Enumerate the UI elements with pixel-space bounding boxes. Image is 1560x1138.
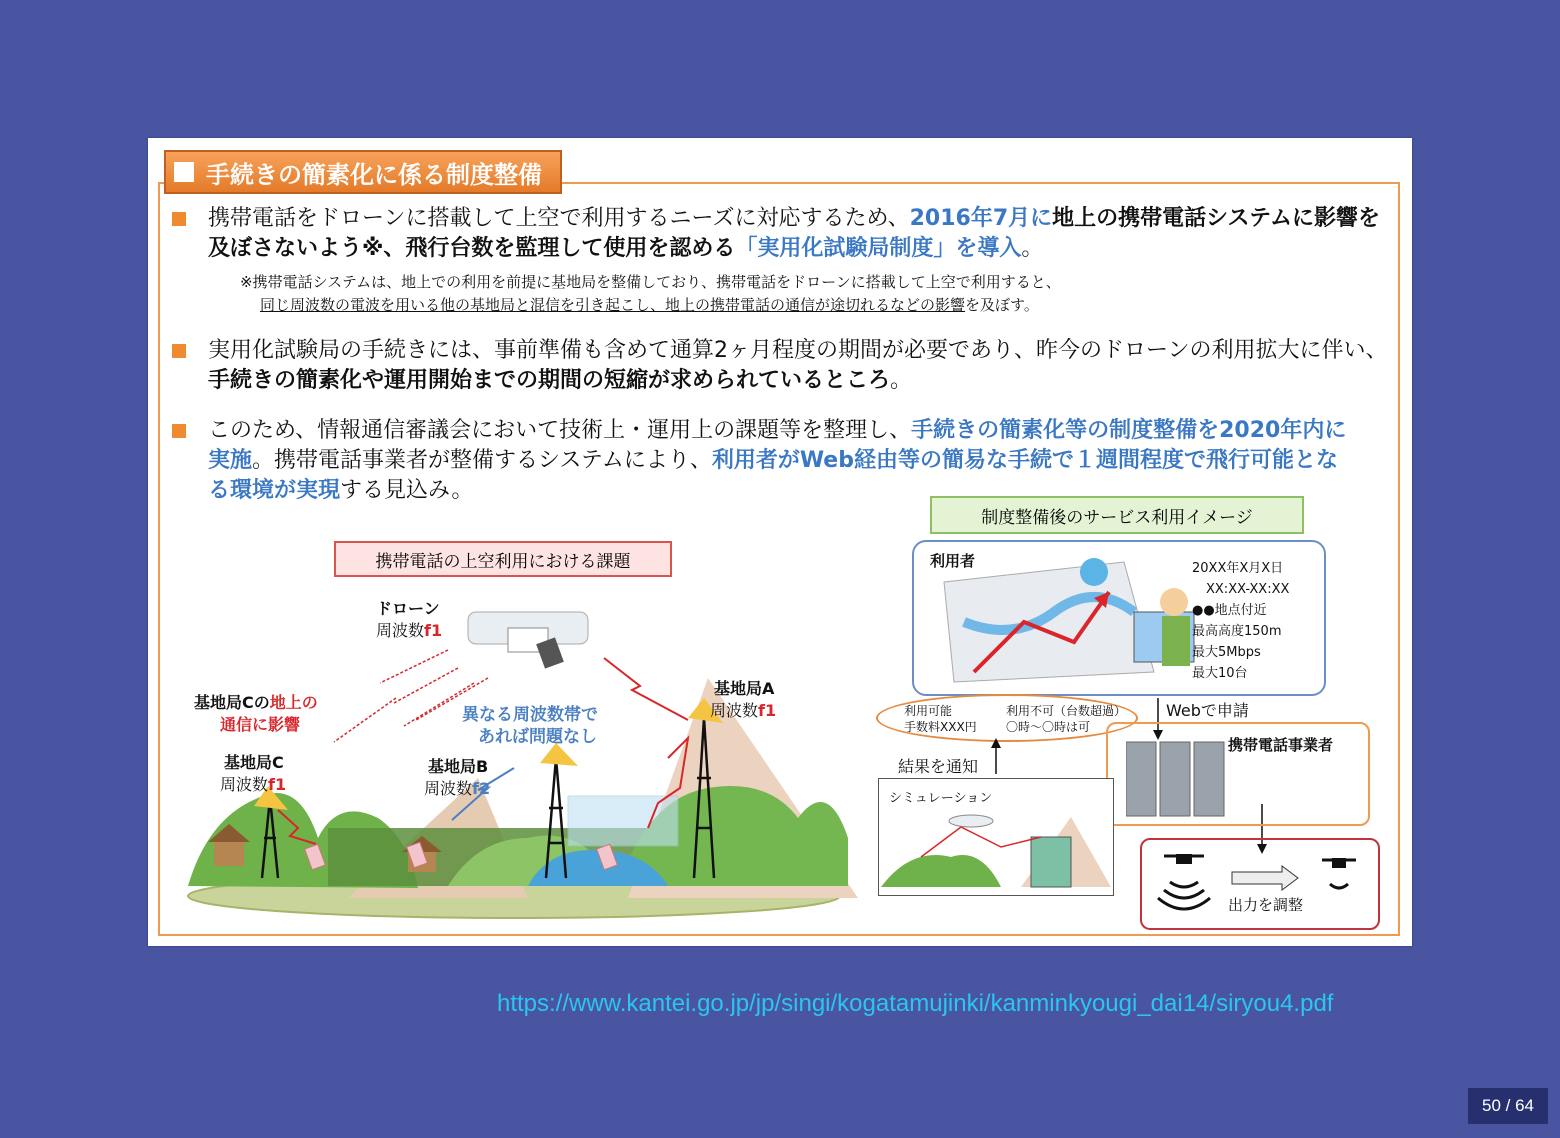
drone-icon bbox=[1164, 854, 1204, 864]
bullet-2-bold: 手続きの簡素化や運用開始までの期間の短縮が求められているところ bbox=[208, 368, 891, 393]
station-b-freq bbox=[424, 776, 490, 799]
station-c-freq-text: 周波数 bbox=[220, 775, 269, 794]
station-c-effect bbox=[194, 690, 318, 713]
station-a-label: 基地局A bbox=[714, 679, 775, 698]
result-ellipse bbox=[876, 694, 1138, 742]
drone-freq bbox=[376, 618, 442, 641]
flight-info bbox=[1192, 558, 1289, 684]
bullet-2-end: 。 bbox=[890, 368, 913, 393]
bullet-1-bold-2: ※、飛行台数を監理して使用を認める bbox=[362, 236, 736, 261]
simulation-panel bbox=[878, 778, 1114, 896]
signal-arrow bbox=[604, 658, 688, 720]
slide bbox=[148, 138, 1412, 946]
map-illustration bbox=[934, 552, 1234, 692]
interference-arrows bbox=[334, 650, 488, 742]
footnote-underlined: 同じ周波数の電波を用いる他の基地局と混信を引き起こし、地上の携帯電話の通信が途切れるなどの影響 bbox=[260, 296, 966, 314]
different-band-note-2: あれば問題なし bbox=[478, 727, 597, 747]
station-a-freq bbox=[710, 698, 776, 721]
station-c-effect-3: 通信に影響 bbox=[220, 715, 301, 734]
server-icon bbox=[1126, 740, 1236, 820]
flight-time: XX:XX-XX:XX bbox=[1206, 582, 1290, 597]
drone-icon bbox=[468, 612, 588, 669]
carrier-panel bbox=[1106, 722, 1370, 826]
ok-line-2: 手数料XXX円 bbox=[904, 720, 977, 734]
bullet-1-date: 2016年7月に bbox=[909, 206, 1053, 231]
footnote-end: を及ぼす。 bbox=[965, 296, 1039, 314]
slide-title-text: 手続きの簡素化に係る制度整備 bbox=[206, 160, 542, 189]
drone-freq-value: f1 bbox=[424, 621, 443, 640]
footnote-line-1: ※携帯電話システムは、地上での利用を前提に基地局を整備しており、携帯電話をドローンに搭載して上空で利用すると、 bbox=[240, 273, 1061, 291]
simulation-label: シミュレーション bbox=[889, 791, 993, 806]
person-icon bbox=[1160, 588, 1188, 616]
signal-wave-icon bbox=[1164, 890, 1204, 898]
flight-altitude: 最高高度150m bbox=[1192, 624, 1282, 639]
source-link[interactable]: https://www.kantei.go.jp/jp/singi/kogatamujinki/kanminkyougi_dai14/siryou4.pdf bbox=[497, 990, 1334, 1017]
station-b-freq-text: 周波数 bbox=[424, 779, 473, 798]
bullet-2-text: 実用化試験局の手続きには、事前準備も含めて通算2ヶ月程度の期間が必要であり、昨今のドローンの利用拡大に伴い、 bbox=[208, 338, 1388, 363]
station-c-effect-1: 基地局Cの bbox=[194, 693, 270, 712]
bullet-3-end: する見込み。 bbox=[340, 478, 474, 503]
station-b-label: 基地局B bbox=[428, 757, 489, 776]
signal-wave-icon bbox=[1330, 884, 1348, 888]
station-c-freq-value: f1 bbox=[268, 775, 287, 794]
user-label: 利用者 bbox=[930, 552, 976, 570]
drone-icon bbox=[1322, 858, 1356, 868]
ok-line-1: 利用可能 bbox=[904, 704, 953, 718]
station-c-freq bbox=[220, 772, 286, 795]
different-band-note-1: 異なる周波数帯で bbox=[462, 705, 598, 725]
flight-bandwidth: 最大5Mbps bbox=[1192, 645, 1261, 660]
station-c-label: 基地局C bbox=[224, 753, 284, 772]
station-c-effect-2: 地上の bbox=[269, 693, 318, 712]
web-apply-label: Webで申請 bbox=[1166, 701, 1249, 720]
flight-units: 最大10台 bbox=[1192, 666, 1248, 681]
station-b-freq-value: f2 bbox=[472, 779, 491, 798]
bullet-1-text: 携帯電話をドローンに搭載して上空で利用するニーズに対応するため、 bbox=[208, 206, 910, 231]
house-icon bbox=[214, 840, 244, 866]
carrier-label: 携帯電話事業者 bbox=[1228, 736, 1334, 754]
coverage-zone bbox=[568, 796, 678, 846]
output-adjust-panel bbox=[1140, 838, 1380, 930]
drone-label: ドローン bbox=[376, 599, 440, 618]
arrow-right-icon bbox=[1232, 866, 1298, 890]
flight-location: ●●地点付近 bbox=[1192, 603, 1267, 618]
user-panel bbox=[912, 540, 1326, 696]
station-a-freq-value: f1 bbox=[758, 701, 777, 720]
challenge-label: 携帯電話の上空利用における課題 bbox=[334, 541, 672, 577]
service-image-label: 制度整備後のサービス利用イメージ bbox=[930, 496, 1304, 534]
bullet-3-highlight: 手続きの簡素化等の制度整備を2020年内に実施 bbox=[208, 418, 1347, 473]
notify-label: 結果を通知 bbox=[898, 757, 979, 776]
bullet-3-highlight-2: 利用者がWeb経由等の簡易な手続で１週間程度で飛行可能となる環境が実現 bbox=[208, 448, 1338, 503]
bullet-1-bold: 地上の携帯電話システムに影響を及ぼさないよう bbox=[208, 206, 1380, 261]
simulation-illustration bbox=[881, 807, 1113, 895]
bullet-1-highlight: 「実用化試験局制度」を導入 bbox=[735, 236, 1022, 261]
bullet-3-text-2: 。携帯電話事業者が整備するシステムにより、 bbox=[252, 448, 712, 473]
bullet-1-end: 。 bbox=[1021, 236, 1044, 261]
page-counter: 50 / 64 bbox=[1468, 1088, 1548, 1124]
drone-icon bbox=[1080, 558, 1108, 586]
output-adjust-label: 出力を調整 bbox=[1228, 896, 1304, 914]
flight-date: 20XX年X月X日 bbox=[1192, 561, 1284, 576]
drone-freq-text: 周波数 bbox=[376, 621, 425, 640]
ng-line-2: 〇時～〇時は可 bbox=[1006, 720, 1091, 734]
bullet-3-text: このため、情報通信審議会において技術上・運用上の課題等を整理し、 bbox=[208, 418, 912, 443]
ng-line-1: 利用不可（台数超過） bbox=[1006, 704, 1127, 718]
station-a-freq-text: 周波数 bbox=[710, 701, 759, 720]
